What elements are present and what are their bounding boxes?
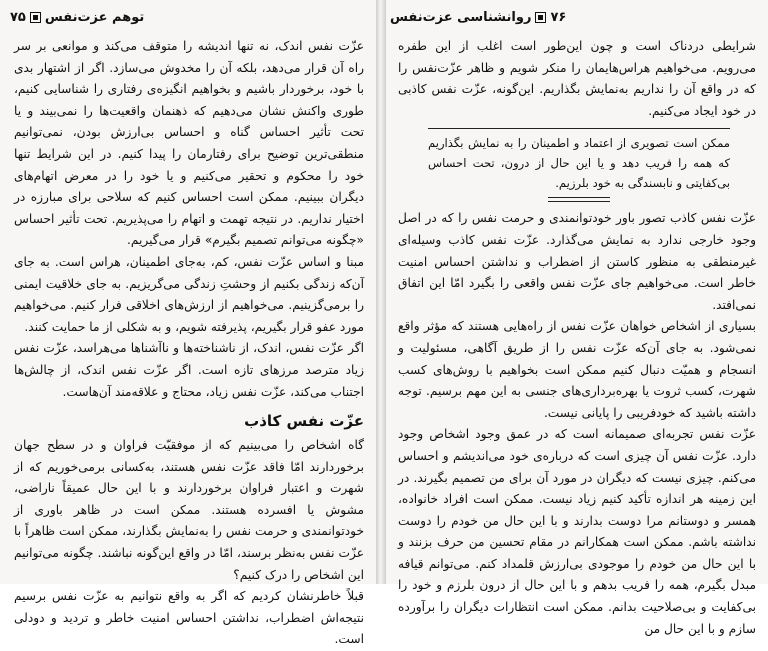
book-gutter (376, 0, 386, 584)
paragraph: عزّت نفس تجربه‌ای صمیمانه است که در عمق وجود اشخاص وجود دارد. عزّت نفس آن چیزی است که درباره‌ی خود می‌اندیشم و احساس می‌کنم. چیزی نیست که دیگران در مورد آن برای من تصمیم بگیرند. در این زمینه هر اندازه تأکید کنیم زیاد نیست. ممکن است افراد خانواده، همسر و دوستانم مرا دوست بدارند و با این حال من خودم را دوست نداشته باشم. ممکن است همکارانم در مقام تحسین من حرف بزنند و با این حال من خودم را موجودی بی‌ارزش قلمداد کنم. می‌توانم قیافه مبدل بگیرم، همه را فریب بدهم و با این حال از درون بلرزم و خود را بی‌کفایت و بی‌صلاحیت بدانم. ممکن است انتظارات دیگران را برآورده سازم و با این حال من (398, 427, 756, 636)
right-page-body (398, 36, 756, 640)
right-running-title: روانشناسی عزت‌نفس (390, 9, 532, 25)
paragraph: بسیاری از اشخاص خواهان عزّت نفس از راه‌هایی هستند که مؤثر واقع نمی‌شود. به جای آن‌که عزّت نفس را از طریق آگاهی، مسئولیت و انسجام و همیّت دنبال کنیم ممکن است بخواهیم با روش‌های کسب شهرت، کسب ثروت یا بهره‌برداری‌های جنسی به این مهم برسیم. توجه داشته باشید که خودفریبی را پایانی نیست. (398, 319, 756, 420)
left-running-title: توهم عزت‌نفس (44, 9, 145, 25)
paragraph: عزّت نفس اندک، نه تنها اندیشه را متوقف می‌کند و موانعی بر سر راه آن قرار می‌دهد، بلکه آن را مخدوش می‌سازد. اگر از اشتهار بدی با خود، برخوردار باشیم و بخواهیم انگیزه‌ی رفتاری را شناسایی کنیم، طوری واکنش نشان می‌دهیم که ذهنمان واقعیت‌ها را نمی‌بیند و یا تحت تأثیر احساس گناه و احساس بی‌ارزش بودن، نمی‌توانیم منطقی‌ترین توضیح برای رفتارمان را پیدا کنیم. در این شرایط تنها خود را محکوم و تحقیر می‌کنیم و یا خود را در معرض اتهام‌های دیگران ببینیم. ممکن است احساس کنیم که سلاحی برای مبارزه در اختیار نداریم. در نتیجه تهمت و اتهام را می‌پذیریم. تحت تأثیر احساس «چگونه می‌توانم تصمیم بگیرم» قرار می‌گیریم. (14, 39, 364, 248)
header-square-icon (30, 12, 41, 23)
right-page-header (390, 6, 566, 28)
paragraph: اگر عزّت نفس، اندک، از ناشناخته‌ها و ناآشناها می‌هراسد، عزّت نفس زیاد مترصد مرزهای تازه است. اگر عزّت نفس اندک، از چالش‌ها اجتناب می‌کند، عزّت نفس زیاد، محتاج و علاقه‌مند آن‌هاست. (14, 341, 364, 399)
section-heading: عزّت نفس کاذب (244, 412, 364, 431)
paragraph: قبلاً خاطرنشان کردیم که اگر به واقع نتوانیم به عزّت نفس برسیم نتیجه‌اش اضطراب، نداشتن احساس امنیت خاطر و تردید و دودلی است. (14, 589, 364, 647)
left-page-header (10, 6, 144, 28)
paragraph: شرایطی دردناک است و چون این‌طور است اغلب از این طفره می‌رویم. می‌خواهیم هراس‌هایمان را منکر شویم و ظاهر عزّت‌نفس را که در واقع آن را نداریم به‌نمایش بگذاریم. این‌گونه، عزّت نفس کاذبی در خود ایجاد می‌کنیم. (398, 39, 756, 118)
pull-quote (428, 128, 730, 208)
header-square-icon (535, 12, 546, 23)
left-page-number: ۷۵ (10, 9, 26, 25)
left-page (0, 0, 376, 647)
paragraph: مبنا و اساس عزّت نفس، کم، به‌جای اطمینان، هراس است. به جای آن‌که زندگی بکنیم از وحشتِ زندگی می‌گریزیم. به جای خلاقیت ایمنی را برمی‌گزینیم. می‌خواهیم از ارزش‌های اخلاقی فرار کنیم. می‌خواهیم مورد عفو قرار بگیریم، پذیرفته شویم، و به شکلی از ما حمایت کنند. (14, 254, 364, 334)
paragraph: عزّت نفس کاذب تصور باور خودتوانمندی و حرمت نفس را که در اصل وجود خارجی ندارد به نمایش می‌گذارد. عزّت نفس کاذب وسیله‌ای غیرمنطقی به منظور کاستن از اضطراب و نداشتن احساس امنیت خاطر است. می‌خواهیم جای عزّت نفس واقعی را بگیرد امّا این اتفاق نمی‌افتد. (398, 211, 756, 312)
pull-quote-text: ممکن است تصویری از اعتماد و اطمینان را به نمایش بگذاریم که همه را فریب دهد و یا این حال از درون، تحت احساس بی‌کفایتی و نابسندگی به خود بلرزیم. (428, 136, 730, 191)
quote-divider (548, 197, 610, 202)
right-page (386, 0, 768, 636)
paragraph: گاه اشخاص را می‌بینیم که از موفقیّت فراوان و در سطح جهان برخوردارند امّا فاقد عزّت نفس هستند، به‌کسانی برمی‌خوریم که از شهرت و اعتبار فراوان برخوردارند و با این حال عمیقاً ناراضی، مشوش یا افسرده هستند. ممکن است در ظاهر باوری از خودتوانمندی و حرمت نفس را به‌نمایش بگذارند، ممکن است ظاهراً با عزّت نفس به‌نظر برسند، امّا در واقع این‌گونه نباشند. چگونه می‌توانیم این اشخاص را درک کنیم؟ (14, 438, 364, 582)
right-page-number: ۷۶ (550, 9, 567, 25)
left-page-body (14, 36, 364, 651)
